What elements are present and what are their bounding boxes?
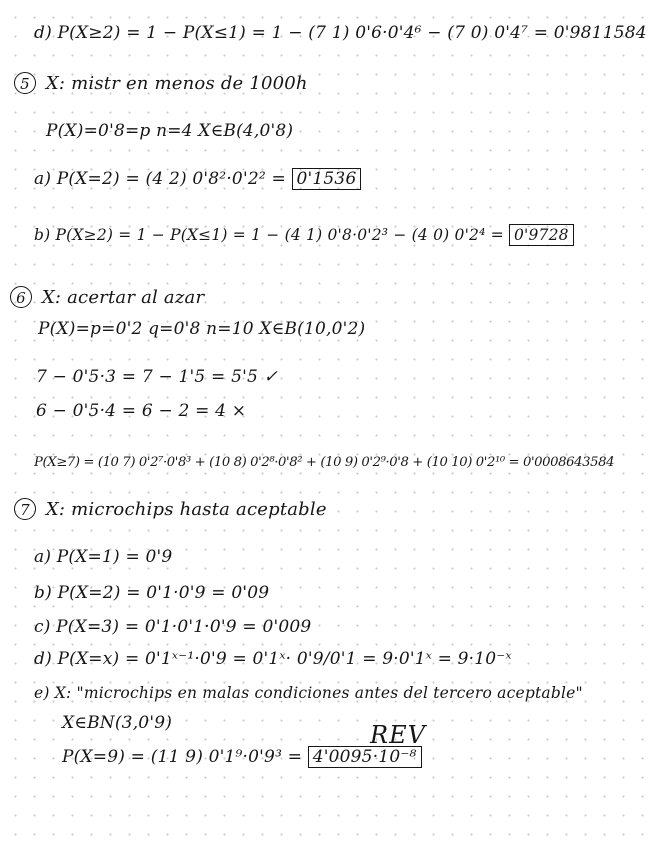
boxed-result: 0'9728	[509, 224, 574, 246]
rev-note	[370, 721, 426, 749]
problem-5-b	[34, 224, 574, 246]
problem-7-c	[34, 616, 311, 638]
problem-6-calc	[34, 452, 614, 474]
statement: X: "microchips en malas condiciones antes del tercero aceptable"	[54, 684, 583, 702]
boxed-result: 0'1536	[292, 168, 362, 190]
problem-7-e-calc	[62, 746, 422, 768]
problem-6-heading	[10, 286, 204, 309]
equation: P(X=x) = 0'1ˣ⁻¹·0'9 = 0'1ˣ· 0'9/0'1 = 9·0'1ˣ = 9·10⁻ˣ	[57, 649, 512, 669]
problem-title: X: mistr en menos de 1000h	[45, 73, 308, 94]
item-label: d)	[34, 649, 52, 669]
problem-6-line-1	[36, 366, 278, 388]
problem-7-a	[34, 546, 172, 568]
problem-title: X: microchips hasta aceptable	[45, 499, 327, 520]
equation: P(X=1) = 0'9	[56, 547, 173, 567]
item-label: d)	[34, 23, 52, 43]
equation: P(X=2) = 0'1·0'9 = 0'09	[57, 583, 270, 603]
problem-7-d	[34, 648, 512, 670]
review-note: REV	[370, 721, 426, 749]
distribution: X∈BN(3,0'9)	[62, 713, 173, 733]
boxed-result: 4'0095·10⁻⁸	[308, 746, 422, 768]
problem-6-params	[38, 318, 365, 340]
item-label: c)	[34, 617, 51, 637]
equation: P(X≥2) = 1 − P(X≤1) = 1 − (7 1) 0'6·0'4⁶ − (7 0) 0'4⁷ = 0'9811584	[57, 23, 647, 43]
problem-7-e	[34, 682, 583, 704]
calculation: 7 − 0'5·3 = 7 − 1'5 = 5'5 ✓	[36, 367, 279, 387]
problem-7-b	[34, 582, 269, 604]
problem-7-heading	[14, 498, 327, 521]
calculation: 6 − 0'5·4 = 6 − 2 = 4 ×	[36, 401, 247, 421]
problem-7-e-distribution	[62, 712, 172, 734]
problem-number: 6	[10, 286, 32, 308]
problem-4-d	[34, 22, 647, 44]
parameters: P(X)=0'8=p n=4 X∈B(4,0'8)	[46, 121, 294, 141]
equation: P(X≥2) = 1 − P(X≤1) = 1 − (4 1) 0'8·0'2³ − (4 0) 0'2⁴ =	[55, 226, 504, 244]
problem-number: 7	[14, 498, 36, 520]
equation: P(X=2) = (4 2) 0'8²·0'2² =	[56, 169, 286, 189]
problem-5-params	[46, 120, 293, 142]
problem-6-line-2	[36, 400, 246, 422]
parameters: P(X)=p=0'2 q=0'8 n=10 X∈B(10,0'2)	[38, 319, 366, 339]
problem-number: 5	[14, 72, 36, 94]
problem-title: X: acertar al azar	[41, 287, 205, 308]
equation: P(X=9) = (11 9) 0'1⁹·0'9³ =	[62, 747, 303, 767]
equation: P(X≥7) = (10 7) 0'2⁷·0'8³ + (10 8) 0'2⁸·0'8² + (10 9) 0'2⁹·0'8 + (10 10) 0'2¹⁰ = 0'0008643584	[34, 455, 615, 470]
item-label: b)	[34, 583, 52, 603]
item-label: a)	[34, 169, 52, 189]
item-label: e)	[34, 684, 50, 702]
equation: P(X=3) = 0'1·0'1·0'9 = 0'009	[56, 617, 312, 637]
item-label: b)	[34, 226, 51, 244]
problem-5-a	[34, 168, 361, 190]
item-label: a)	[34, 547, 52, 567]
problem-5-heading	[14, 72, 308, 95]
